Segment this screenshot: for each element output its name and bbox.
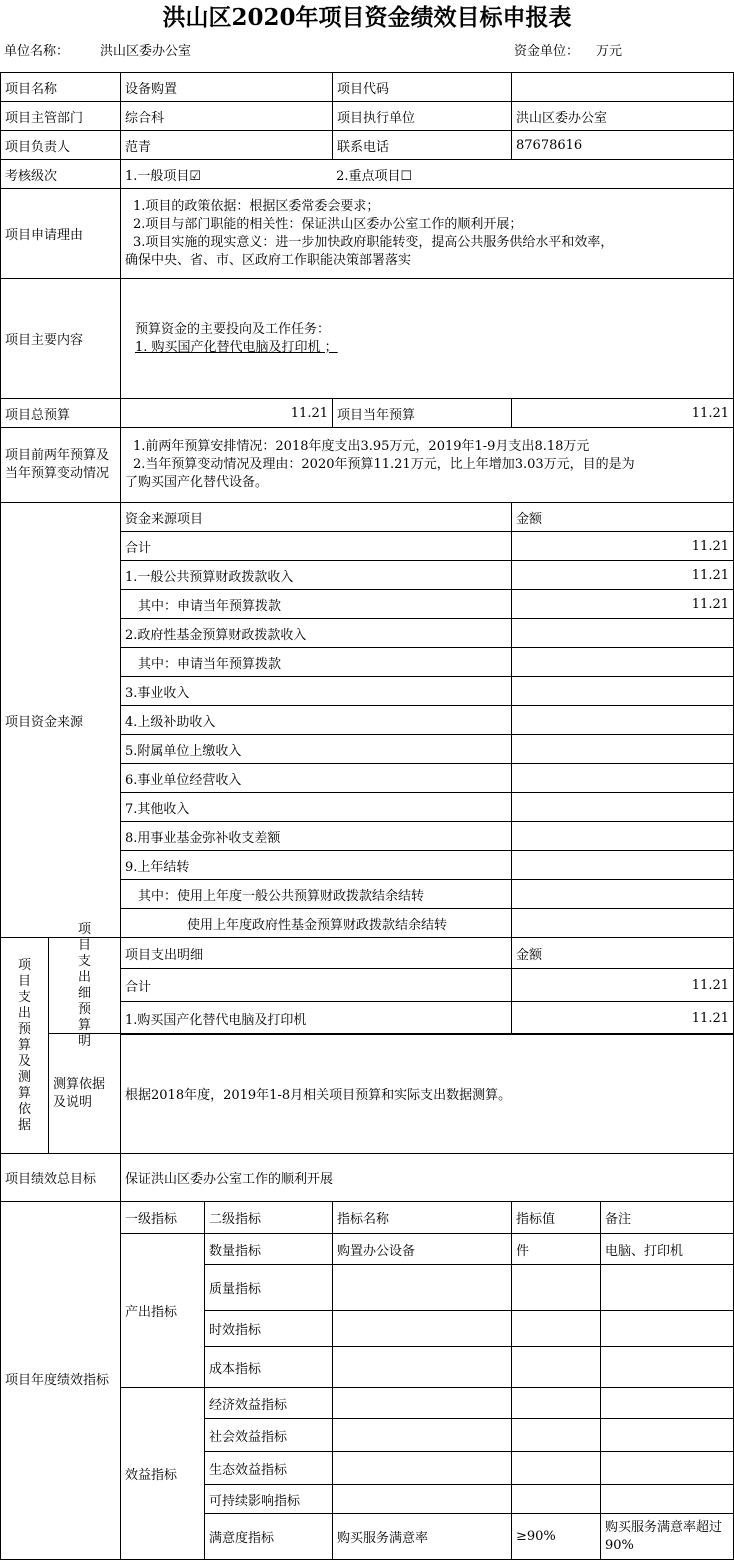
fund-row-item: 7.其他收入 bbox=[120, 792, 512, 822]
fund-row-item: 2.政府性基金预算财政拨款收入 bbox=[120, 618, 512, 648]
ind-l2: 生态效益指标 bbox=[204, 1451, 333, 1485]
ind-name bbox=[332, 1346, 512, 1388]
fund-row-amount bbox=[511, 850, 734, 880]
ind-name bbox=[332, 1264, 512, 1311]
page-title: 洪山区2020年项目资金绩效目标申报表 bbox=[162, 4, 572, 31]
fund-row-amount bbox=[511, 647, 734, 677]
dept-value: 综合科 bbox=[120, 101, 333, 131]
ind-l2: 满意度指标 bbox=[204, 1513, 333, 1560]
ind-l2: 经济效益指标 bbox=[204, 1387, 333, 1419]
fund-row-item: 其中：使用上年度一般公共预算财政拨款结余结转 bbox=[120, 879, 512, 909]
unit-name: 洪山区委办公室 bbox=[100, 44, 192, 59]
fund-row-amount bbox=[511, 705, 734, 735]
calc-label: 测算依据及说明 bbox=[48, 1033, 121, 1154]
change-label: 项目前两年预算及当年预算变动情况 bbox=[0, 427, 121, 503]
reason-line: 3.项目实施的现实意义：进一步加快政府职能转变，提高公共服务供给水平和效率， bbox=[133, 234, 614, 250]
expense-row-item: 1.购买国产化替代电脑及打印机 bbox=[120, 1001, 512, 1035]
reason-line: 2.项目与部门职能的相关性：保证洪山区委办公室工作的顺利开展； bbox=[133, 216, 523, 232]
ind-header-l2: 二级指标 bbox=[204, 1201, 333, 1234]
project-name-label: 项目名称 bbox=[0, 72, 121, 102]
ind-note: 电脑、打印机 bbox=[600, 1233, 734, 1265]
fund-row-item: 其中：申请当年预算拨款 bbox=[120, 589, 512, 619]
ind-value bbox=[511, 1310, 601, 1347]
fund-source-label: 项目资金来源 bbox=[0, 502, 121, 938]
ind-l2: 成本指标 bbox=[204, 1346, 333, 1388]
exec-label: 项目执行单位 bbox=[332, 101, 512, 131]
level-label: 考核级次 bbox=[0, 159, 121, 189]
ind-name bbox=[332, 1387, 512, 1419]
content-line: 预算资金的主要投向及工作任务： bbox=[135, 321, 331, 337]
fund-row-amount bbox=[511, 792, 734, 822]
fund-row-amount: 11.21 bbox=[511, 560, 734, 590]
ind-l2: 数量指标 bbox=[204, 1233, 333, 1265]
ind-header-value: 指标值 bbox=[511, 1201, 601, 1234]
expense-detail-label: 项目支出细预算明 bbox=[48, 937, 121, 1034]
ind-note: 购买服务满意率超过90% bbox=[600, 1513, 734, 1560]
fund-header-amount: 金额 bbox=[511, 502, 734, 532]
change-line: 2.当年预算变动情况及理由：2020年预算11.21万元，比上年增加3.03万元，目的是为 bbox=[133, 457, 635, 472]
change-line: 1.前两年预算安排情况：2018年度支出3.95万元，2019年1-9月支出8.18万元 bbox=[133, 439, 590, 454]
ind-note bbox=[600, 1346, 734, 1388]
project-code-value bbox=[511, 72, 734, 102]
ind-name: 购置办公设备 bbox=[332, 1233, 512, 1265]
expense-outer-label: 项目支出预算及测算依据 bbox=[0, 937, 49, 1154]
fund-row-item: 使用上年度政府性基金预算财政拨款结余结转 bbox=[120, 908, 512, 938]
ind-value bbox=[511, 1418, 601, 1452]
content-line: 1. 购买国产化替代电脑及打印机 ； bbox=[135, 339, 338, 355]
ind-header-note: 备注 bbox=[600, 1201, 734, 1234]
ind-l2: 社会效益指标 bbox=[204, 1418, 333, 1452]
money-unit: 万元 bbox=[596, 44, 623, 59]
ind-l2: 时效指标 bbox=[204, 1310, 333, 1347]
unit-label: 单位名称： bbox=[4, 44, 70, 59]
fund-row-amount bbox=[511, 908, 734, 938]
reason-label: 项目申请理由 bbox=[0, 188, 121, 279]
project-name-value: 设备购置 bbox=[120, 72, 333, 102]
ind-name bbox=[332, 1484, 512, 1514]
ind-note bbox=[600, 1264, 734, 1311]
owner-label: 项目负责人 bbox=[0, 130, 121, 160]
content-text bbox=[120, 278, 734, 399]
ind-note bbox=[600, 1387, 734, 1419]
ind-l2: 可持续影响指标 bbox=[204, 1484, 333, 1514]
reason-line: 1.项目的政策依据：根据区委常委会要求； bbox=[133, 198, 380, 214]
fund-row-item: 3.事业收入 bbox=[120, 676, 512, 706]
ind-value bbox=[511, 1387, 601, 1419]
fund-row-amount bbox=[511, 734, 734, 764]
fund-row-item: 4.上级补助收入 bbox=[120, 705, 512, 735]
expense-row-amount: 11.21 bbox=[511, 968, 734, 1002]
total-budget-label: 项目总预算 bbox=[0, 398, 121, 428]
ind-name bbox=[332, 1451, 512, 1485]
expense-header-item: 项目支出明细 bbox=[120, 937, 512, 969]
ind-name: 购买服务满意率 bbox=[332, 1513, 512, 1560]
project-code-label: 项目代码 bbox=[332, 72, 512, 102]
dept-label: 项目主管部门 bbox=[0, 101, 121, 131]
fund-row-item: 6.事业单位经营收入 bbox=[120, 763, 512, 793]
ind-note bbox=[600, 1484, 734, 1514]
ind-name bbox=[332, 1418, 512, 1452]
calc-text: 根据2018年度，2019年1-8月相关项目预算和实际支出数据测算。 bbox=[120, 1033, 734, 1154]
ind-note bbox=[600, 1310, 734, 1347]
ind-note bbox=[600, 1418, 734, 1452]
fund-row-item: 合计 bbox=[120, 531, 512, 561]
phone-value: 87678616 bbox=[511, 130, 734, 160]
money-unit-label: 资金单位： bbox=[514, 44, 580, 59]
expense-header-amount: 金额 bbox=[511, 937, 734, 969]
exec-value: 洪山区委办公室 bbox=[511, 101, 734, 131]
ind-header-l1: 一级指标 bbox=[120, 1201, 205, 1234]
owner-value: 范青 bbox=[120, 130, 333, 160]
ind-value bbox=[511, 1484, 601, 1514]
fund-row-amount bbox=[511, 763, 734, 793]
annual-label: 项目年度绩效指标 bbox=[0, 1201, 121, 1560]
ind-header-name: 指标名称 bbox=[332, 1201, 512, 1234]
ind-value: ≥90% bbox=[511, 1513, 601, 1560]
ind-value: 件 bbox=[511, 1233, 601, 1265]
phone-label: 联系电话 bbox=[332, 130, 512, 160]
fund-row-amount bbox=[511, 821, 734, 851]
fund-row-item: 8.用事业基金弥补收支差额 bbox=[120, 821, 512, 851]
fund-row-amount: 11.21 bbox=[511, 531, 734, 561]
level-key: 2.重点项目☐ bbox=[336, 168, 413, 184]
fund-row-amount: 11.21 bbox=[511, 589, 734, 619]
year-budget-value: 11.21 bbox=[511, 398, 734, 428]
change-line: 了购买国产化替代设备。 bbox=[125, 475, 269, 490]
content-label: 项目主要内容 bbox=[0, 278, 121, 399]
goal-text: 保证洪山区委办公室工作的顺利开展 bbox=[120, 1153, 734, 1202]
ind-value bbox=[511, 1451, 601, 1485]
reason-text bbox=[120, 188, 734, 279]
expense-row-amount: 11.21 bbox=[511, 1001, 734, 1035]
goal-label: 项目绩效总目标 bbox=[0, 1153, 121, 1202]
level-value bbox=[120, 159, 734, 189]
ind-value bbox=[511, 1346, 601, 1388]
fund-row-item: 1.一般公共预算财政拨款收入 bbox=[120, 560, 512, 590]
ind-l2: 质量指标 bbox=[204, 1264, 333, 1311]
level-general: 1.一般项目☑ bbox=[125, 168, 202, 184]
fund-row-item: 其中：申请当年预算拨款 bbox=[120, 647, 512, 677]
output-label: 产出指标 bbox=[120, 1233, 205, 1388]
fund-row-amount bbox=[511, 676, 734, 706]
benefit-label: 效益指标 bbox=[120, 1387, 205, 1560]
ind-value bbox=[511, 1264, 601, 1311]
fund-row-amount bbox=[511, 618, 734, 648]
change-text bbox=[120, 427, 734, 503]
fund-header-item: 资金来源项目 bbox=[120, 502, 512, 532]
year-budget-label: 项目当年预算 bbox=[332, 398, 512, 428]
fund-row-item: 5.附属单位上缴收入 bbox=[120, 734, 512, 764]
ind-note bbox=[600, 1451, 734, 1485]
total-budget-value: 11.21 bbox=[120, 398, 333, 428]
reason-line: 确保中央、省、市、区政府工作职能决策部署落实 bbox=[125, 252, 412, 268]
expense-row-item: 合计 bbox=[120, 968, 512, 1002]
ind-name bbox=[332, 1310, 512, 1347]
fund-row-item: 9.上年结转 bbox=[120, 850, 512, 880]
fund-row-amount bbox=[511, 879, 734, 909]
